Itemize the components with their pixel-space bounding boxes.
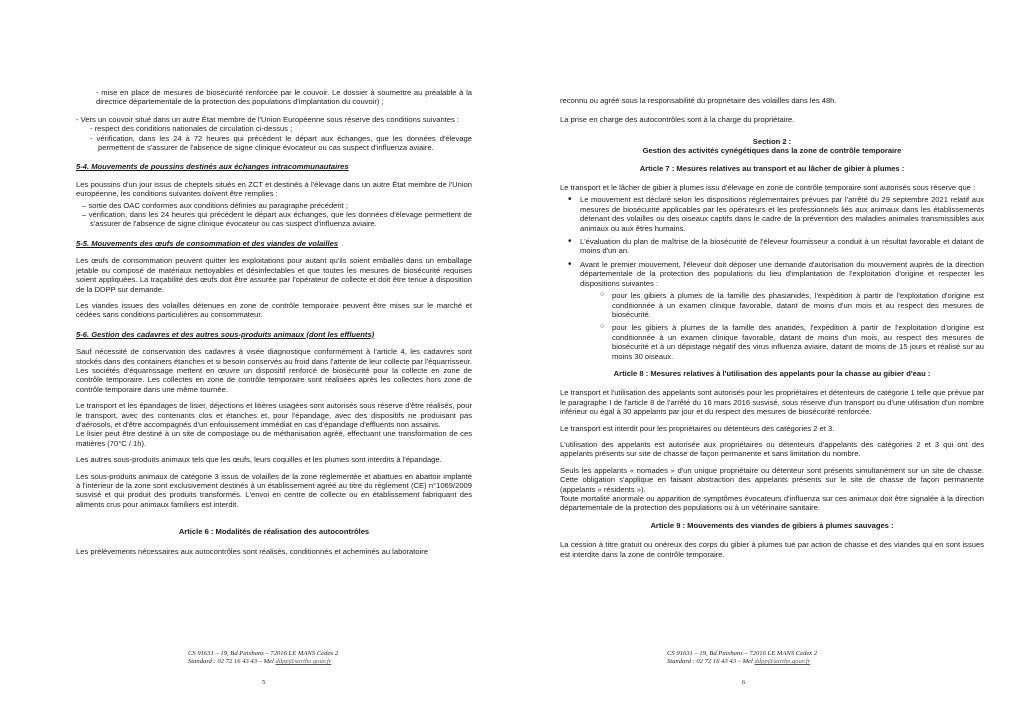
footer-phone: Standard : 02 72 16 43 43 – Mel [667, 658, 755, 665]
footer-email-link[interactable]: ddpp@sarthe.gouv.fr [275, 658, 332, 665]
page-number: 6 [742, 679, 746, 686]
section-5-4-intro: Les poussins d'un jour issus de cheptels situés en ZCT et destinés à l'élevage dans un autre État membre de l'Union européenne, les conditions suivantes doivent être remplies : [76, 179, 472, 199]
section-5-6-paragraph: Les sous-produits animaux de catégorie 3 issus de volailles de la zone réglementée et abattues en abattoir implanté à l'intérieur de la zone sont exclusivement destinés à un établissement agréé au titre du règlement (CE) n°1069/2009 susvisé et qui produit des produits transformés. L'envoi en centre de collecte ou en établissement fabriquant des aliments crus pour animaux familiers est interdit. [76, 471, 472, 509]
footer-contact [667, 658, 817, 666]
article-7-intro: Le transport et le lâcher de gibier à plumes issu d'élevage en zone de contrôle temporaire sont autorisés sous réserve que : [560, 183, 976, 193]
list-item: – vérification, dans les 24 heures qui précèdent le départ aux échanges, que les données d'élevage permettent de s'assurer de l'absence de signe clinique évocateur ou cas suspect d'influenza aviaire. [76, 210, 472, 229]
article-6-paragraph: Les prélèvements nécessaires aux autocontrôles sont réalisés, conditionnés et acheminés au laboratoire [76, 546, 429, 556]
article-6-continuation: reconnu ou agréé sous la responsabilité du propriétaire des volailles dans les 48h. [560, 96, 837, 105]
article-8-heading: Article 8 : Mesures relatives à l'utilisation des appelants pour la chasse au gibier d'eau : [613, 368, 931, 378]
list-item: ○ pour les gibiers à plumes de la famille des anatidés, l'expédition à partir de l'exploitation d'origine est conditionnée à un examen clinique favorable, datant de moins d'un mois, au respect des mesures de biosécurité et à un dépistage négatif des virus influenza aviaire, datant de moins de 15 jours et réalisé sur au moins 30 oiseaux. [612, 323, 984, 361]
section-5-5-paragraph: Les viandes issues des volailles détenues en zone de contrôle temporaire peuvent être mises sur le marché et cédées sans conditions particulières au consommateur. [76, 300, 472, 320]
section-5-5-heading: 5-5. Mouvements des œufs de consommation et des viandes de volailles [76, 238, 339, 248]
page-footer [667, 650, 817, 666]
page-number: 5 [262, 679, 266, 686]
section-2-title: Gestion des activités cynégétiques dans la zone de contrôle temporaire [642, 146, 902, 156]
article-8-paragraph: L'utilisation des appelants est autorisée aux propriétaires ou détenteurs d'appelants des catégories 2 et 3 qui ont des appelants présents sur site de chasse de façon permanente et sans limitation du nombre. [560, 439, 984, 459]
list-item: • L'évaluation du plan de maîtrise de la biosécurité de l'éleveur fournisseur a conduit à un résultat favorable et datant de moins d'un an. [580, 237, 984, 256]
list-item: ○ pour les gibiers à plumes de la famille des phasianidés, l'expédition à partir de l'exploitation d'origine est conditionnée à un examen clinique favorable, datant de moins d'un mois et au respect des mesures de biosécurité. [612, 291, 984, 319]
biosecurity-item: - mise en place de mesures de biosécurité renforcée par le couvoir. Le dossier à soumettre au préalable à la directrice départementale de la protection des populations d'implantation du couvoir) ; [96, 88, 472, 107]
section-5-5-paragraph: Les œufs de consommation peuvent quitter les exploitations pour autant qu'ils soient emballés dans un emballage jetable ou composé de matériaux nettoyables et désinfectables et que toutes les mesures de biosécurité requises soient appliquées. La traçabilité des œufs doit être assurée par l'opérateur de collecte et doit être tenue à disposition de la DDPP sur demande. [76, 256, 472, 294]
article-6-cost-paragraph: La prise en charge des autocontrôles sont à la charge du propriétaire. [560, 115, 795, 125]
list-item [580, 260, 984, 361]
article-8-paragraph: Seuls les appelants « nomades » d'un unique propriétaire ou détenteur sont présents simultanément sur un site de chasse. Cette obligation s'applique en faisant abstraction des appelants présents sur le site de chasse de façon permanente (appelants « résidents »). [560, 465, 984, 494]
list-item: – sortie des OAC conformes aux conditions définies au paragraphe précédent ; [76, 201, 472, 210]
footer-contact [188, 658, 338, 666]
section-5-6-heading: 5-6. Gestion des cadavres et des autres sous-produits animaux (dont les effluents) [76, 329, 375, 339]
section-2-heading [560, 137, 984, 156]
article-8-paragraph: Le transport est interdit pour les propriétaires ou détenteurs des catégories 2 et 3. [560, 423, 835, 433]
section-5-4-list [76, 201, 472, 229]
footer-phone: Standard : 02 72 16 43 43 – Mel [188, 658, 276, 665]
article-7-heading: Article 7 : Mesures relatives au transport et au lâcher de gibier à plumes : [639, 163, 905, 173]
article-9-paragraph: La cession à titre gratuit ou onéreux des corps du gibier à plumes tué par action de chasse et des viandes qui en sont issues est interdite dans la zone de contrôle temporaire. [560, 540, 984, 559]
list-item-text: Avant le premier mouvement, l'éleveur doit déposer une demande d'autorisation du mouvement auprès de la direction départementale de la protection des populations du lieu d'implantation de l'exploitation d'origine et respecter les dispositions suivantes : [580, 259, 984, 288]
eu-hatchery-item [76, 115, 472, 153]
article-7-sublist [580, 291, 984, 361]
article-7-list [560, 195, 984, 361]
article-6-heading: Article 6 : Modalités de réalisation des autocontrôles [178, 527, 370, 537]
section-2-number: Section 2 : [752, 136, 792, 146]
article-8-paragraph: Toute mortalité anormale ou apparition de symptômes évocateurs d'influenza sur ces animaux doit être signalée à la direction départementale de la protection des populations ou à un vétérinaire sanitaire. [560, 494, 984, 513]
footer-address: CS 91631 – 19, Bd Paixhans – 72016 LE MANS Cedex 2 [188, 650, 339, 657]
section-5-6-paragraph: Les autres sous-produits animaux tels que les œufs, leurs coquilles et les plumes sont interdits à l'épandage. [76, 455, 442, 465]
footer-address: CS 91631 – 19, Bd Paixhans – 72016 LE MANS Cedex 2 [667, 650, 818, 657]
eu-conditions-list [86, 124, 472, 152]
article-8-paragraph: Le transport et l'utilisation des appelants sont autorisés pour les propriétaires et détenteurs de catégorie 1 telle que prévue par le paragraphe I de l'article 8 de l'arrêté du 16 mars 2016 susvisé, sous réserve d'un transport ou d'une utilisation d'un nombre inférieur ou égal à 30 appelants par jour et du respect des mesures de biosécurité renforcée. [560, 388, 985, 417]
document-page-right [512, 0, 1024, 724]
section-5-4-heading: 5-4. Mouvements de poussins destinés aux échanges intracommunautaires [76, 162, 349, 172]
eu-hatchery-dash: - [76, 114, 81, 124]
section-5-6-paragraph: Le lisier peut être destiné à un site de compostage ou de méthanisation agréé, effectuant une transformation de ces matières (70°C / 1h). [76, 429, 472, 448]
list-item: - vérification, dans les 24 à 72 heures qui précèdent le départ aux échanges, que les données d'élevage permettent de s'assurer de l'absence de signe clinique évocateur ou cas suspect d'influenza aviaire. [86, 134, 472, 153]
section-5-6-paragraph: Le transport et les épandages de lisier, déjections et litières usagées sont autorisés sous réserve d'être réalisés, pour le transport, avec des contenants clos et étanches et, pour l'épandage, avec des dispositifs ne produisant pas d'aérosols, et d'être accompagnés d'un enfouissement immédiat en cas d'épandage d'effluents non assainis. [76, 401, 472, 429]
page-footer [188, 650, 338, 666]
footer-email-link[interactable]: ddpp@sarthe.gouv.fr [754, 658, 811, 665]
list-item: • Le mouvement est déclaré selon les dispositions réglementaires prévues par l'arrêté du 29 septembre 2021 relatif aux mesures de biosécurité applicables par les opérateurs et les professionnels liés aux animaux dans les établissements détenant des volailles ou des oiseaux captifs dans le cadre de la prévention des maladies animales transmissibles aux animaux ou aux êtres humains. [580, 195, 984, 233]
eu-hatchery-intro: Vers un couvoir situé dans un autre État membre de l'Union Européenne sous réserve des conditions suivantes : [80, 114, 460, 124]
article-9-heading: Article 9 : Mouvements des viandes de gibiers à plumes sauvages : [650, 520, 894, 530]
section-5-6-paragraph: Sauf nécessité de conservation des cadavres à visée diagnostique conformément à l'article 4, les cadavres sont stockés dans des containers étanches et si besoin conservés au froid dans l'attente de leur collecte par l'équarrisseur. Les sociétés d'équarrissage mettent en œuvre un dispositif renforcé de biosécurité pour la collecte en zone de contrôle temporaire. Les collectes en zone de contrôle temporaire sont réalisées après les collectes hors zone de contrôle temporaire dans une même tournée. [76, 347, 472, 394]
list-item: - respect des conditions nationales de circulation ci-dessus ; [86, 124, 472, 133]
